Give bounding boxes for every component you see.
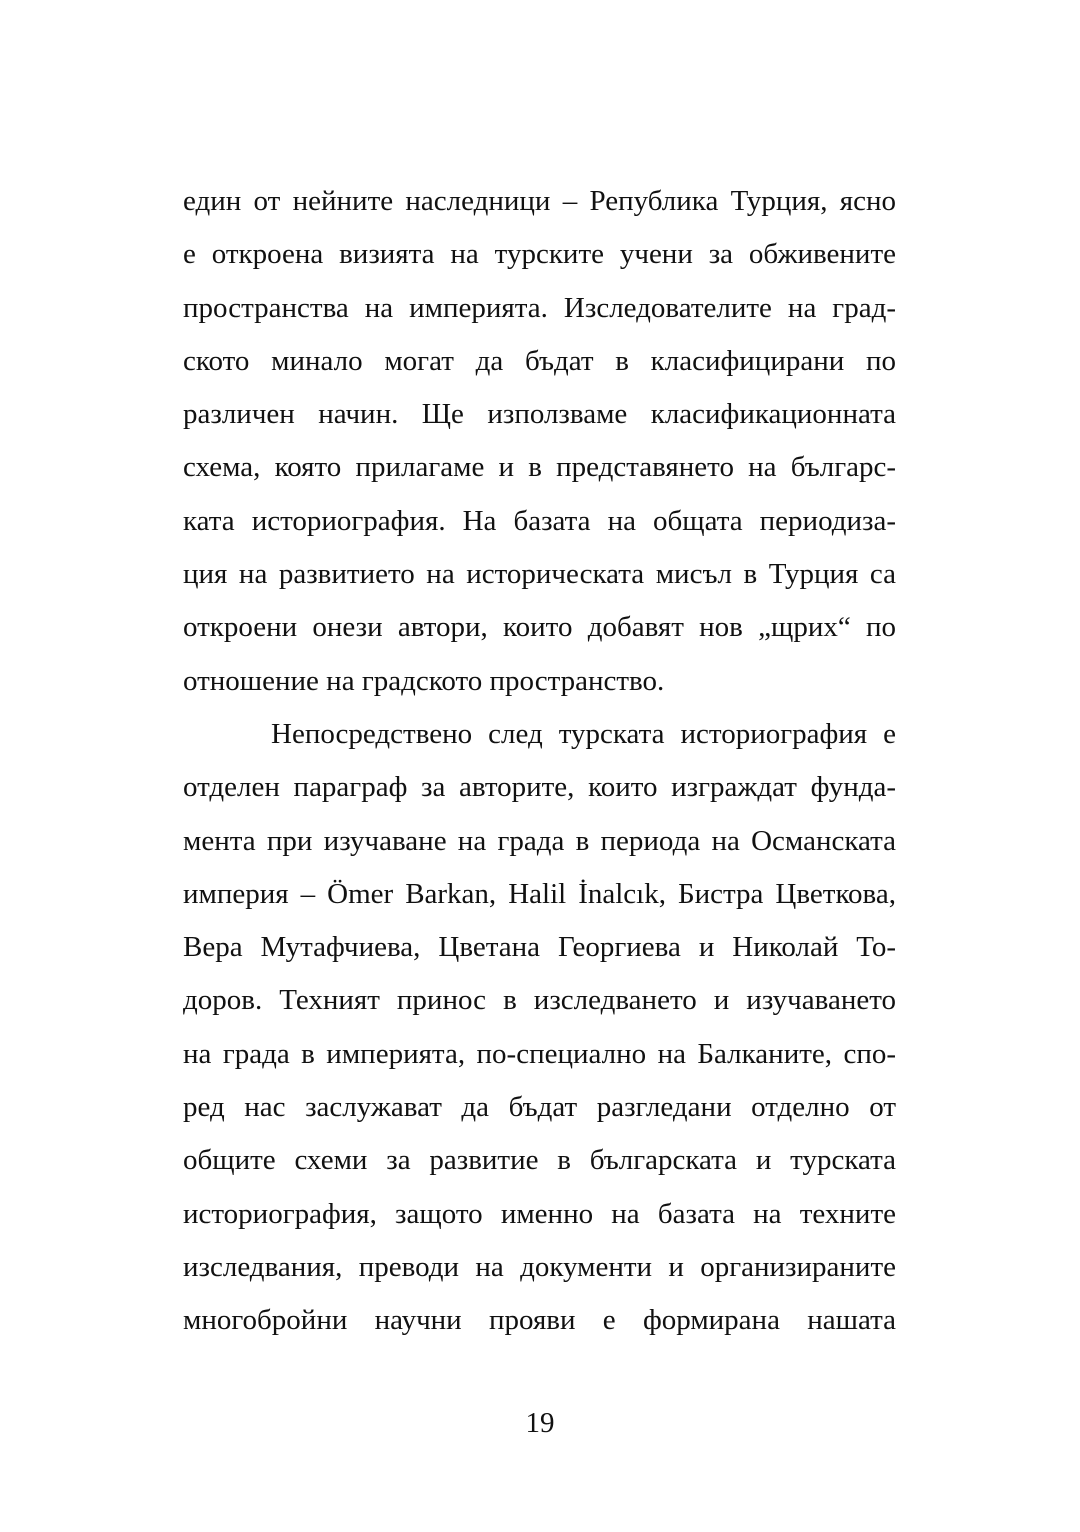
paragraph-2-line-8: ред нас заслужават да бъдат разгледани отделно от [183, 1091, 896, 1124]
paragraph-2-line-4: империя – Ömer Barkan, Halil İnalcık, Бистра Цветкова, [183, 877, 896, 910]
paragraph-2-line-3: мента при изучаване на града в периода на Османската [183, 824, 896, 857]
paragraph-1-line-6: схема, която прилагаме и в представянето на българс- [183, 451, 896, 484]
paragraph-1-line-2: е откроена визията на турските учени за обживените [183, 238, 896, 271]
paragraph-2-line-10: историография, защото именно на базата на техните [183, 1197, 896, 1230]
paragraph-1-line-4: ското минало могат да бъдат в класифицирани по [183, 344, 896, 377]
paragraph-1-line-3: пространства на империята. Изследователите на град- [183, 291, 896, 324]
paragraph-2-line-5: Вера Мутафчиева, Цветана Георгиева и Николай То- [183, 931, 896, 964]
paragraph-1-line-10: отношение на градското пространство. [183, 664, 665, 697]
paragraph-1-line-8: ция на развитието на историческата мисъл в Турция са [183, 558, 896, 591]
paragraph-1-line-1: един от нейните наследници – Република Турция, ясно [183, 185, 896, 217]
paragraph-1-line-9: откроени онези автори, които добавят нов „щрих“ по [183, 611, 896, 644]
paragraph-1-line-5: различен начин. Ще използваме класификационната [183, 398, 896, 431]
body-text [183, 175, 896, 1348]
paragraph-1-line-7: ката историография. На базата на общата периодиза- [183, 504, 896, 537]
paragraph-2-line-2: отделен параграф за авторите, които изграждат фунда- [183, 771, 896, 804]
paragraph-2-line-12: многобройни научни прояви е формирана нашата [183, 1304, 896, 1337]
paragraph-2-line-9: общите схеми за развитие в българската и турската [183, 1144, 896, 1177]
paragraph-2-line-7: на града в империята, по-специално на Балканите, спо- [183, 1037, 896, 1070]
paragraph-2-line-1: Непосредствено след турската историография е [271, 717, 896, 750]
paragraph-2-line-11: изследвания, преводи на документи и организираните [183, 1250, 896, 1283]
page-number: 19 [525, 1407, 555, 1439]
paragraph-2-line-6: доров. Техният принос в изследването и изучаването [183, 984, 896, 1017]
